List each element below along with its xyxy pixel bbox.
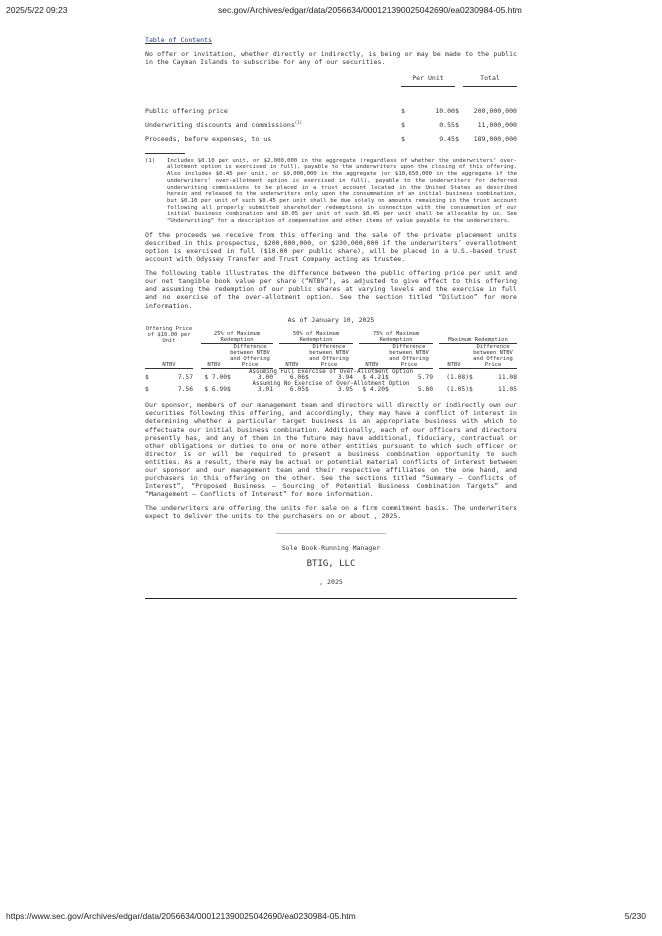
total-header: Total — [463, 72, 517, 86]
currency-symbol: $ — [401, 134, 405, 143]
row-label: Proceeds, before expenses, to us — [145, 134, 272, 143]
ntbv-header: NTBV — [359, 344, 385, 369]
ntbv-paragraph: The following table illustrates the difference between the public offering price per unit and our net tangible book value per share (“NTBV”), as adjusted to give effect to this offering and assuming the redemption of our public shares at varying levels and the exercise in full and no exercise of the over-allotment option. See the section titled “Dilution” for more information. — [145, 269, 517, 310]
page-end-rule — [145, 598, 517, 599]
dilution-table — [145, 326, 517, 394]
difference-header: Difference between NTBV and Offering Price — [469, 344, 517, 369]
ntbv-header: NTBV — [279, 344, 305, 369]
difference-header: Difference between NTBV and Offering Price — [385, 344, 433, 369]
ntbv-value: 6.99 — [211, 386, 227, 394]
per-unit-value: 10.00 — [435, 106, 455, 115]
footnote-text: Includes $0.10 per unit, or $2,000,000 in the aggregate (regardless of whether the underwriters’ over-allotment option is exercised in full), payable to the underwriters upon the closing of this offering. Also includes $0.45 per unit, or $9,000,000 in the aggregate (or $10,650,000 in the aggregate if the underwriters’ over-allotment option is exercised in full), payable to the underwriters for deferred underwriting commissions to be placed in a trust account located in the United States as described herein and released to the underwriters only upon the consummation of an initial business combination, but $0.10 per unit of such $0.45 per unit shall be due solely on amounts remaining in the trust account following all properly submitted shareholder redemptions in connection with the consummation of our initial business combination and $0.05 per unit of such $0.45 per unit shall be allocable by us. See “Underwriting” for a description of compensation and other items of value payable to the underwriters. — [167, 157, 517, 225]
difference-value: 3.94 — [337, 374, 353, 382]
table-row: $ 7.56 $ 6.99 $ 3.01 6.05 $ 3.95 $ 4.20 $ 5.80 (1.05) $ 11.05 — [145, 386, 517, 394]
ntbv-header: NTBV — [201, 344, 227, 369]
ntbv-header: NTBV — [439, 344, 469, 369]
base-ntbv: 7.56 — [177, 386, 193, 394]
prospectus-date: , 2025 — [319, 577, 343, 586]
difference-value: 11.05 — [498, 386, 517, 394]
currency-symbol: $ — [401, 120, 405, 129]
underwriters-paragraph: The underwriters are offering the units for sale on a firm commitment basis. The underwriters expect to deliver the units to the purchasers on or about , 2025. — [145, 504, 517, 521]
row-label: Underwriting discounts and commissions — [145, 120, 295, 129]
browser-footer-url: https://www.sec.gov/Archives/edgar/data/2056634/000121390025042690/ea0230984-05.htm — [6, 911, 356, 921]
currency-symbol: $ — [401, 106, 405, 115]
currency-symbol: $ — [455, 120, 459, 129]
difference-value: 5.80 — [417, 386, 433, 394]
table-of-contents-link[interactable]: Table of Contents — [145, 36, 213, 44]
per-unit-header: Per Unit — [401, 72, 455, 86]
group-header-50: 50% of Maximum Redemption — [279, 326, 353, 344]
document-page — [145, 36, 517, 599]
base-ntbv: 7.57 — [177, 374, 193, 382]
browser-page-title: sec.gov/Archives/edgar/data/2056634/000121390025042690/ea0230984-05.htm — [218, 5, 522, 15]
difference-value: 3.95 — [337, 386, 353, 394]
section-divider — [276, 533, 386, 534]
ntbv-value: (1.08) — [446, 374, 469, 382]
ntbv-value: 4.21 — [369, 374, 385, 382]
ntbv-value: 7.00 — [211, 374, 227, 382]
ntbv-value: 6.06 — [289, 374, 305, 382]
group-header-75: 75% of Maximum Redemption — [359, 326, 433, 344]
browser-page-count: 5/230 — [624, 911, 646, 921]
table-row — [145, 115, 517, 129]
table-row — [145, 129, 517, 143]
footnote-ref: (1) — [294, 119, 303, 125]
group-header-max: Maximum Redemption — [439, 326, 517, 344]
difference-value: 3.01 — [257, 386, 273, 394]
difference-header: Difference between NTBV and Offering Price — [227, 344, 273, 369]
footnote-divider — [145, 153, 185, 154]
table-row — [145, 101, 517, 115]
per-unit-value: 0.55 — [439, 120, 455, 129]
manager-name: BTIG, LLC — [306, 558, 356, 569]
sponsor-conflicts-paragraph: Our sponsor, members of our management team and directors will directly or indirectly own our securities following this offering, and accordingly, they may have a conflict of interest in determining whether a particular target business is an appropriate business with which to effectuate our initial business combination. Additionally, each of our officers and directors presently has, and any of them in the future may have additional, fiduciary, contractual or other obligations or duties to one or more other entities pursuant to which such officer or director is or will be required to present a business combination opportunity to such entities. As a result, there may be actual or potential material conflicts of interest between our sponsor and our management team and their respective affiliates on the one hand, and purchasers in this offering on the other. See the sections titled “Summary — Conflicts of Interest”, “Proposed Business — Sourcing of Potential Business Combination Targets” and “Management — Conflicts of Interest” for more information. — [145, 401, 517, 499]
row-label: Public offering price — [145, 106, 228, 115]
scenario-no-exercise: Assuming No Exercise of Over-Allotment Option — [252, 381, 410, 388]
difference-value: 3.00 — [257, 374, 273, 382]
difference-header: Difference between NTBV and Offering Price — [305, 344, 353, 369]
scenario-full-exercise: Assuming Full Exercise of Over-Allotment Option — [248, 369, 414, 376]
proceeds-paragraph: Of the proceeds we receive from this offering and the sale of the private placement units described in this prospectus, $200,000,000, or $230,000,000 if the underwriters’ overallotment option is exercised in full ($10.00 per public share), will be placed in a U.S.-based trust account with Odyssey Transfer and Trust Company acting as trustee. — [145, 230, 517, 264]
difference-value: 11.08 — [498, 374, 517, 382]
total-value: 200,000,000 — [473, 106, 517, 115]
per-unit-value: 9.45 — [439, 134, 455, 143]
currency-symbol: $ — [455, 134, 459, 143]
ntbv-value: 6.05 — [289, 386, 305, 394]
difference-value: 5.79 — [417, 374, 433, 382]
as-of-date: As of January 10, 2025 — [287, 315, 375, 324]
group-header-25: 25% of Maximum Redemption — [201, 326, 273, 344]
offering-table — [145, 72, 517, 143]
browser-datetime: 2025/5/22 09:23 — [6, 5, 68, 15]
footnote-mark: (1) — [145, 157, 156, 164]
footnote — [145, 158, 517, 225]
ntbv-header: NTBV — [145, 344, 193, 369]
manager-label: Sole Book-Running Manager — [281, 543, 381, 552]
table-row: $ 7.57 $ 7.00 $ 3.00 6.06 $ 3.94 $ 4.21 $ 5.79 (1.08) $ 11.08 — [145, 374, 517, 382]
total-value: 11,000,000 — [477, 120, 517, 129]
currency-symbol: $ — [455, 106, 459, 115]
ntbv-value: (1.05) — [446, 386, 469, 394]
offering-price-header: Offering Price of $10.00 per Unit — [145, 325, 193, 344]
ntbv-value: 4.20 — [369, 386, 385, 394]
cayman-notice: No offer or invitation, whether directly or indirectly, is being or may be made to the public in the Cayman Islands to subscribe for any of our securities. — [145, 50, 517, 67]
total-value: 189,000,000 — [473, 134, 517, 143]
